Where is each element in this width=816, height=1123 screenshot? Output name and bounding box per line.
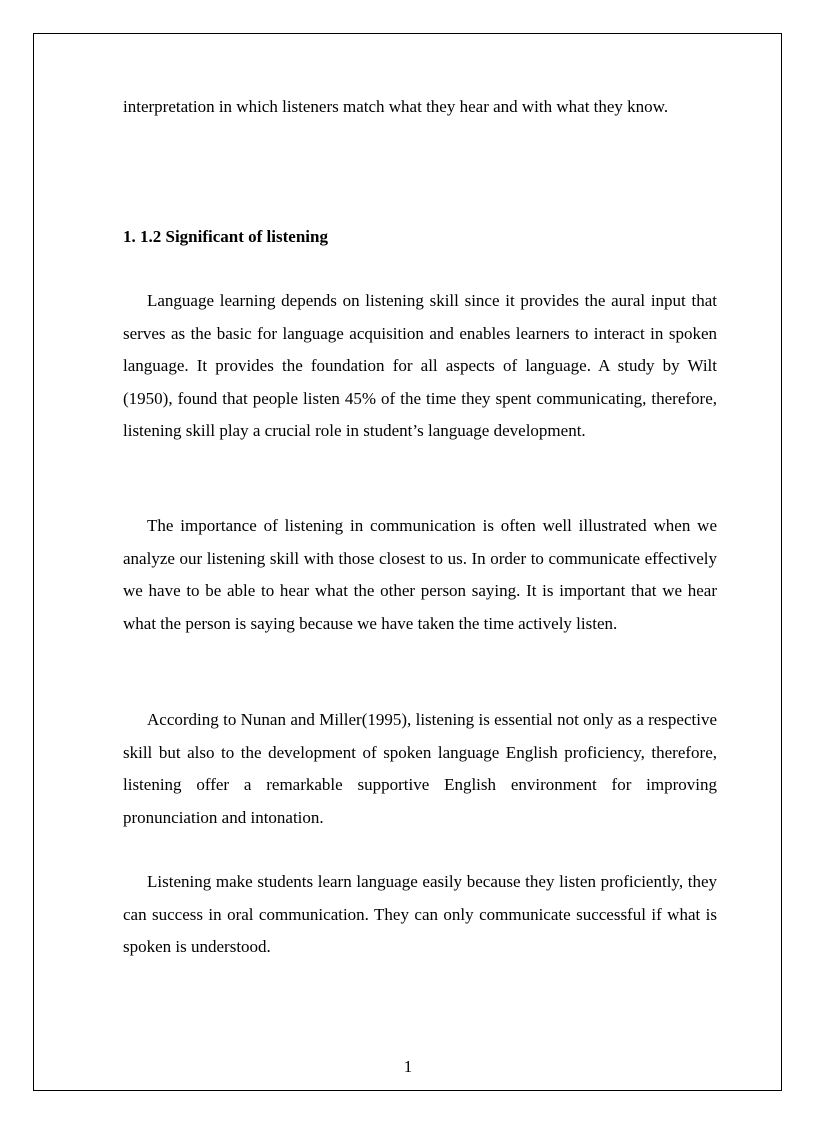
paragraph-listening-make-students: Listening make students learn language easily because they listen proficiently, they can success in oral communication. They can only communicate successful if what is spoken is understood. xyxy=(123,872,717,956)
continued-paragraph: interpretation in which listeners match what they hear and with what they know. xyxy=(123,97,669,116)
paragraph-language-learning: Language learning depends on listening skill since it provides the aural input that serves as the basic for language acquisition and enables learners to interact in spoken language. It provides the foundation for all aspects of language. A study by Wilt (1950), found that people listen 45% of the time they spent communicating, therefore, listening skill play a crucial role in student’s language development. xyxy=(123,291,717,440)
section-heading: 1. 1.2 Significant of listening xyxy=(123,227,328,246)
paragraph-importance-of-listening: The importance of listening in communication is often well illustrated when we analyze our listening skill with those closest to us. In order to communicate effectively we have to be able to hear what the other person saying. It is important that we hear what the person is saying because we have taken the time actively listen. xyxy=(123,516,717,633)
page-number: 1 xyxy=(403,1057,413,1076)
paragraph-nunan-and-miller: According to Nunan and Miller(1995), listening is essential not only as a respective skill but also to the development of spoken language English proficiency, therefore, listening offer a remarkable supportive English environment for improving pronunciation and intonation. xyxy=(123,710,717,827)
